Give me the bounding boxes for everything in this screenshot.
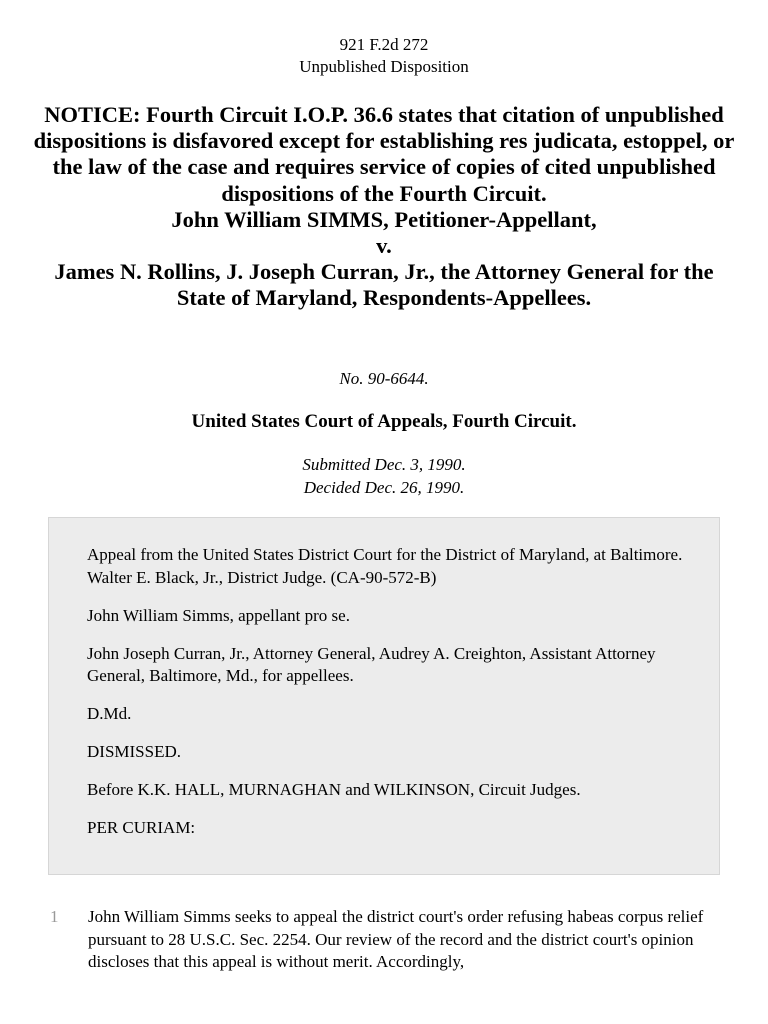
submitted-date: Submitted Dec. 3, 1990. <box>302 455 466 474</box>
panel-text: Before K.K. HALL, MURNAGHAN and WILKINSON, Circuit Judges. <box>87 780 581 799</box>
district-text: D.Md. <box>87 704 132 723</box>
versus-caption: v. <box>376 233 392 259</box>
appellee-counsel-text: John Joseph Curran, Jr., Attorney General, Audrey A. Creighton, Assistant Attorney General, Baltimore, Md., for appellees. <box>87 643 656 685</box>
result-text: DISMISSED. <box>87 742 181 761</box>
docket-number: No. 90-6644. <box>339 369 429 388</box>
appellant-counsel-text: John William Simms, appellant pro se. <box>87 605 350 625</box>
citation-header <box>0 34 768 78</box>
notice-text: NOTICE: Fourth Circuit I.O.P. 36.6 states that citation of unpublished dispositions is disfavored except for establishing res judicata, estoppel, or the law of the case and requires service of copies of cited unpublished dispositions of the Fourth Circuit. <box>33 102 735 206</box>
court-name: United States Court of Appeals, Fourth Circuit. <box>191 411 577 432</box>
petitioner-caption: John William SIMMS, Petitioner-Appellant, <box>171 206 597 232</box>
decided-date: Decided Dec. 26, 1990. <box>303 478 465 497</box>
opinion-paragraph: John William Simms seeks to appeal the district court's order refusing habeas corpus relief pursuant to 28 U.S.C. Sec. 2254. Our review of the record and the district court's opinion discloses that this appeal is without merit. Accordingly, <box>88 907 704 971</box>
case-dates <box>0 453 768 499</box>
case-headline <box>30 102 738 312</box>
case-citation: 921 F.2d 272 <box>339 35 429 54</box>
appeal-from-text: Appeal from the United States District Court for the District of Maryland, at Baltimore. Walter E. Black, Jr., District Judge. (CA-90-572-B) <box>87 545 683 587</box>
per-curiam-text: PER CURIAM: <box>87 818 196 837</box>
case-summary-box <box>48 517 720 875</box>
case-summary-content <box>87 544 687 855</box>
disposition-label: Unpublished Disposition <box>299 57 469 76</box>
paragraph-number: 1 <box>50 907 59 926</box>
respondents-caption: James N. Rollins, J. Joseph Curran, Jr., the Attorney General for the State of Maryland, Respondents-Appellees. <box>54 259 714 311</box>
